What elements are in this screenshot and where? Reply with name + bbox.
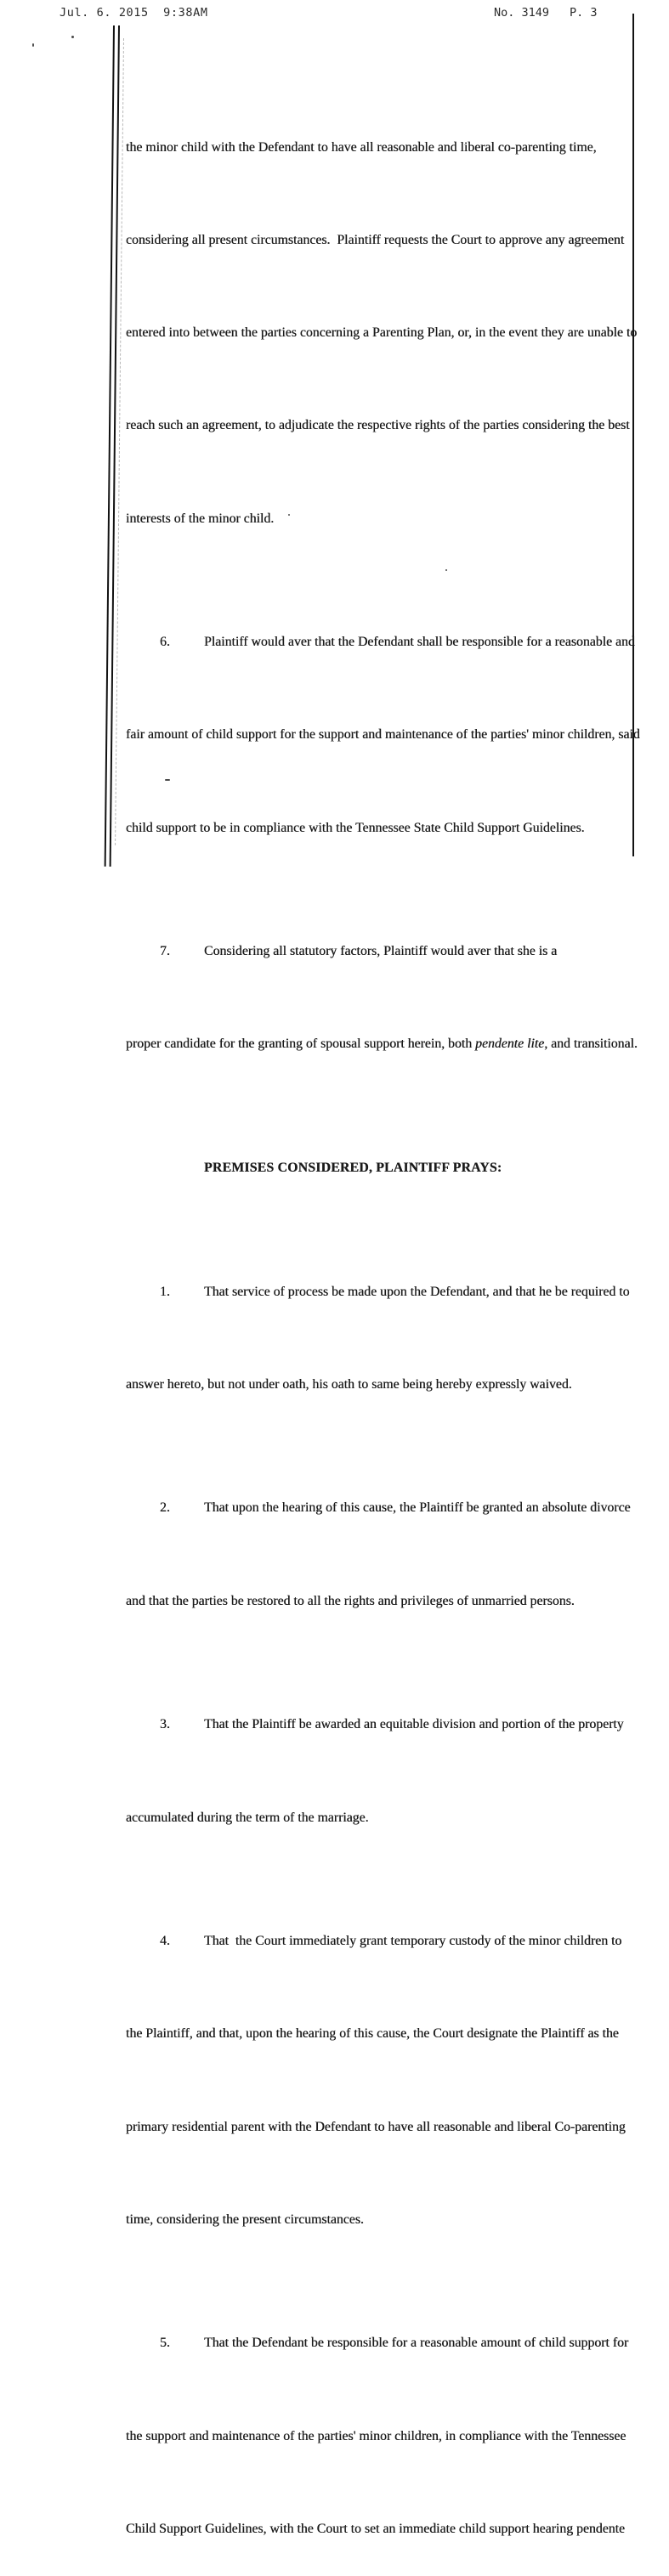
fax-header-right (494, 6, 598, 20)
paragraph-number: 1. (160, 1284, 170, 1299)
prayer-heading: PREMISES CONSIDERED, PLAINTIFF PRAYS: (204, 1161, 502, 1176)
paragraph-number: 7. (160, 944, 170, 959)
document-line: the minor child with the Defendant to have all reasonable and liberal co-parenting time, (126, 139, 597, 155)
paragraph-text: That upon the hearing of this cause, the Plaintiff be granted an absolute divorce (204, 1500, 631, 1516)
fax-header (0, 6, 669, 25)
document-line: primary residential parent with the Defendant to have all reasonable and liberal Co-parenting (126, 2119, 626, 2134)
latin-phrase: pendente lite (475, 1037, 545, 1052)
document-line: Child Support Guidelines, with the Court to set an immediate child support hearing pendente (126, 2521, 626, 2536)
document-line: considering all present circumstances. Plaintiff requests the Court to approve any agreement (126, 233, 625, 248)
document-line (126, 1029, 636, 1059)
document-line: reach such an agreement, to adjudicate the respective rights of the parties considering the best (126, 418, 630, 433)
document-line: the Plaintiff, and that, upon the hearing of this cause, the Court designate the Plaintiff as the (126, 2026, 619, 2042)
paragraph-number: 4. (160, 1934, 170, 1949)
document-body (126, 71, 640, 2576)
document-line: time, considering the present circumstances. (126, 2212, 364, 2227)
document-line-numbered (126, 1277, 636, 1308)
document-line-numbered (126, 1493, 636, 1523)
fax-number: No. 3149 (494, 6, 550, 20)
document-line: accumulated during the term of the marriage. (126, 1810, 369, 1825)
fax-page-number: P. 3 (570, 6, 598, 20)
paragraph-number: 5. (160, 2336, 170, 2351)
line-segment: proper candidate for the granting of spousal support herein, both (126, 1037, 476, 1052)
paragraph-number: 6. (160, 635, 170, 650)
scan-speck (32, 43, 34, 47)
paragraph-number: 3. (160, 1717, 170, 1732)
document-line: interests of the minor child. (126, 511, 275, 526)
paragraph-text: That the Defendant be responsible for a reasonable amount of child support for (204, 2336, 629, 2351)
scan-speck (71, 36, 74, 38)
paragraph-text: That the Court immediately grant temporary custody of the minor children to (204, 1934, 622, 1949)
document-line: the support and maintenance of the parties' minor children, in compliance with the Tennessee (126, 2428, 626, 2443)
document-line-numbered (126, 627, 636, 658)
document-line: entered into between the parties concerning a Parenting Plan, or, in the event they are unable to (126, 325, 638, 341)
paragraph-text: Plaintiff would aver that the Defendant shall be responsible for a reasonable and (204, 635, 635, 650)
fax-timestamp: Jul. 6. 2015 9:38AM (60, 6, 208, 20)
document-line: answer hereto, but not under oath, his oath to same being hereby expressly waived. (126, 1376, 572, 1392)
line-segment: , and transitional. (544, 1037, 638, 1052)
paragraph-text: That the Plaintiff be awarded an equitable division and portion of the property (204, 1717, 624, 1732)
document-line-numbered (126, 1926, 636, 1957)
document-line: and that the parties be restored to all the rights and privileges of unmarried persons. (126, 1593, 575, 1608)
document-line-numbered (126, 2328, 636, 2359)
paragraph-number: 2. (160, 1500, 170, 1516)
document-line-numbered (126, 1709, 636, 1740)
document-line-numbered (126, 936, 636, 967)
paragraph-text: Considering all statutory factors, Plaintiff would aver that she is a (204, 944, 558, 959)
paragraph-text: That service of process be made upon the Defendant, and that he be required to (204, 1284, 630, 1299)
document-line: fair amount of child support for the support and maintenance of the parties' minor children, said (126, 727, 640, 743)
document-line: child support to be in compliance with the Tennessee State Child Support Guidelines. (126, 820, 585, 835)
